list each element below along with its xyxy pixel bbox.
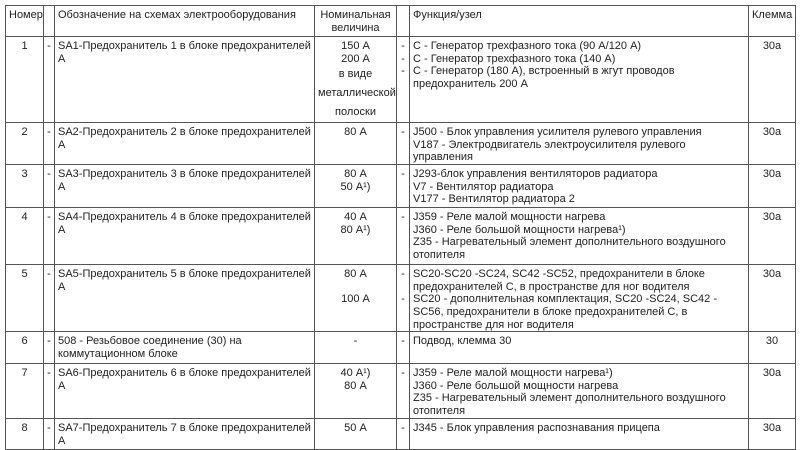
function-dash: - [401, 293, 405, 306]
function-dash-column [397, 364, 410, 419]
function-line: J360 - Реле большой мощности нагрева [413, 379, 619, 392]
nominal-value: 150 А [341, 40, 370, 52]
row-nominal [315, 123, 397, 165]
function-line: J359 - Реле малой мощности нагрева¹) [413, 367, 613, 380]
row-function [410, 165, 749, 208]
function-dash: - [401, 65, 405, 78]
nominal-value: 50 А¹) [340, 180, 371, 193]
row-number: 6 [6, 332, 44, 364]
row-designation: SA7-Предохранитель 7 в блоке предохранителей А [55, 419, 315, 450]
nominal-value [318, 281, 393, 294]
header-nominal: Номинальная величина [315, 6, 397, 37]
function-dash: - [401, 335, 405, 348]
row-dash: - [44, 123, 55, 165]
nominal-value: 200 А [341, 52, 370, 65]
row-designation: SA4-Предохранитель 4 в блоке предохранителей А [55, 208, 315, 265]
function-dash: - [401, 268, 405, 281]
table-row [6, 419, 796, 450]
nominal-value: в виде металлической полоски [318, 68, 399, 119]
nominal-value: 80 А¹) [340, 223, 371, 236]
function-line: V177 - Вентилятор радиатора 2 [413, 193, 575, 206]
function-dash-column [397, 123, 410, 165]
row-number: 2 [6, 123, 44, 165]
function-line: J359 - Реле малой мощности нагрева [413, 211, 606, 224]
table-row [6, 37, 796, 123]
row-function [410, 419, 749, 450]
row-designation: SA2-Предохранитель 2 в блоке предохранителей А [55, 123, 315, 165]
function-line: V187 - Электродвигатель электроусилителя рулевого управления [413, 138, 689, 164]
row-number: 7 [6, 364, 44, 419]
function-line: С - Генератор трехфазного тока (90 А/120 А) [413, 40, 642, 52]
row-designation: 508 - Резьбовое соединение (30) на коммутационном блоке [55, 332, 315, 364]
function-line: J293-блок управления вентиляторов радиатора [413, 168, 658, 181]
row-dash: - [44, 208, 55, 265]
header-terminal: Клемма [749, 6, 796, 37]
row-terminal: 30а [749, 265, 796, 332]
nominal-value: 50 А [344, 422, 367, 435]
function-dash-column [397, 208, 410, 265]
row-terminal: 30а [749, 208, 796, 265]
row-terminal: 30 [749, 332, 796, 364]
function-dash: - [401, 168, 405, 181]
table-row [6, 265, 796, 332]
row-nominal [315, 265, 397, 332]
row-designation: SA3-Предохранитель 3 в блоке предохранителей А [55, 165, 315, 208]
row-nominal [315, 208, 397, 265]
row-function [410, 37, 749, 123]
function-dash-column [397, 37, 410, 123]
row-dash: - [44, 265, 55, 332]
row-terminal: 30а [749, 165, 796, 208]
row-designation: SA1-Предохранитель 1 в блоке предохранителей А [55, 37, 315, 123]
header-spacer [44, 6, 55, 37]
function-dash-column [397, 165, 410, 208]
function-line: SC20 - дополнительная комплектация, SC20 -SC24, SC42 -SC56, предохранители в блоке предохранителей С, в пространстве для ног водителя [413, 293, 718, 331]
row-nominal [315, 165, 397, 208]
row-designation: SA5-Предохранитель 5 в блоке предохранителей А [55, 265, 315, 332]
row-function [410, 332, 749, 364]
row-nominal [315, 332, 397, 364]
row-terminal: 30а [749, 37, 796, 123]
table-row [6, 208, 796, 265]
function-dash [397, 281, 409, 294]
nominal-value: 80 А [344, 168, 367, 181]
row-function [410, 265, 749, 332]
nominal-value: 80 А [344, 126, 367, 139]
row-dash: - [44, 364, 55, 419]
function-line: V7 - Вентилятор радиатора [413, 180, 554, 193]
table-row [6, 123, 796, 165]
row-number: 1 [6, 37, 44, 123]
header-spacer [397, 6, 410, 37]
function-line: J360 - Реле большой мощности нагрева¹) [413, 223, 626, 236]
row-dash: - [44, 419, 55, 450]
header-row [6, 6, 796, 37]
function-dash: - [401, 40, 405, 52]
nominal-value: 80 А [344, 379, 367, 392]
header-designation: Обозначение на схемах электрооборудования [55, 6, 315, 37]
function-dash-column [397, 419, 410, 450]
function-dash: - [401, 367, 405, 380]
function-dash: - [401, 211, 405, 224]
row-function [410, 208, 749, 265]
function-line: J345 - Блок управления распознавания прицепа [413, 422, 660, 435]
table-row [6, 165, 796, 208]
nominal-value: 80 А [344, 268, 367, 281]
nominal-value: 100 А [341, 293, 370, 306]
function-line: J500 - Блок управления усилителя рулевого управления [413, 126, 702, 139]
row-nominal [315, 37, 397, 123]
row-dash: - [44, 332, 55, 364]
row-terminal: 30а [749, 419, 796, 450]
row-terminal: 30а [749, 123, 796, 165]
row-nominal [315, 419, 397, 450]
table-row [6, 364, 796, 419]
row-number: 4 [6, 208, 44, 265]
row-dash: - [44, 37, 55, 123]
function-dash: - [401, 52, 405, 65]
table-row [6, 332, 796, 364]
row-nominal [315, 364, 397, 419]
row-designation: SA6-Предохранитель 6 в блоке предохранителей А [55, 364, 315, 419]
row-number: 5 [6, 265, 44, 332]
function-line: С - Генератор трехфазного тока (140 А) [413, 52, 616, 65]
row-dash: - [44, 165, 55, 208]
nominal-value: 40 А [344, 211, 367, 224]
function-dash-column [397, 332, 410, 364]
row-function [410, 364, 749, 419]
function-line: Z35 - Нагревательный элемент дополнительного воздушного отопителя [413, 392, 729, 417]
function-line: С - Генератор (180 А), встроенный в жгут проводов предохранитель 200 А [413, 65, 678, 90]
fuse-table [5, 5, 796, 450]
header-function: Функция/узел [410, 6, 749, 37]
row-function [410, 123, 749, 165]
function-line: Подвод, клемма 30 [413, 335, 512, 348]
function-line: Z35 - Нагревательный элемент дополнительного воздушного отопителя [413, 236, 729, 261]
nominal-value: - [353, 335, 358, 348]
row-terminal: 30а [749, 364, 796, 419]
nominal-value: 40 А¹) [340, 367, 371, 380]
header-number: Номер [6, 6, 44, 37]
function-dash: - [401, 126, 405, 139]
function-dash-column [397, 265, 410, 332]
row-number: 8 [6, 419, 44, 450]
row-number: 3 [6, 165, 44, 208]
function-line: SC20-SC20 -SC24, SC42 -SC52, предохранители в блоке предохранителей С, в пространстве для ног водителя [413, 268, 708, 293]
function-dash: - [401, 422, 405, 435]
